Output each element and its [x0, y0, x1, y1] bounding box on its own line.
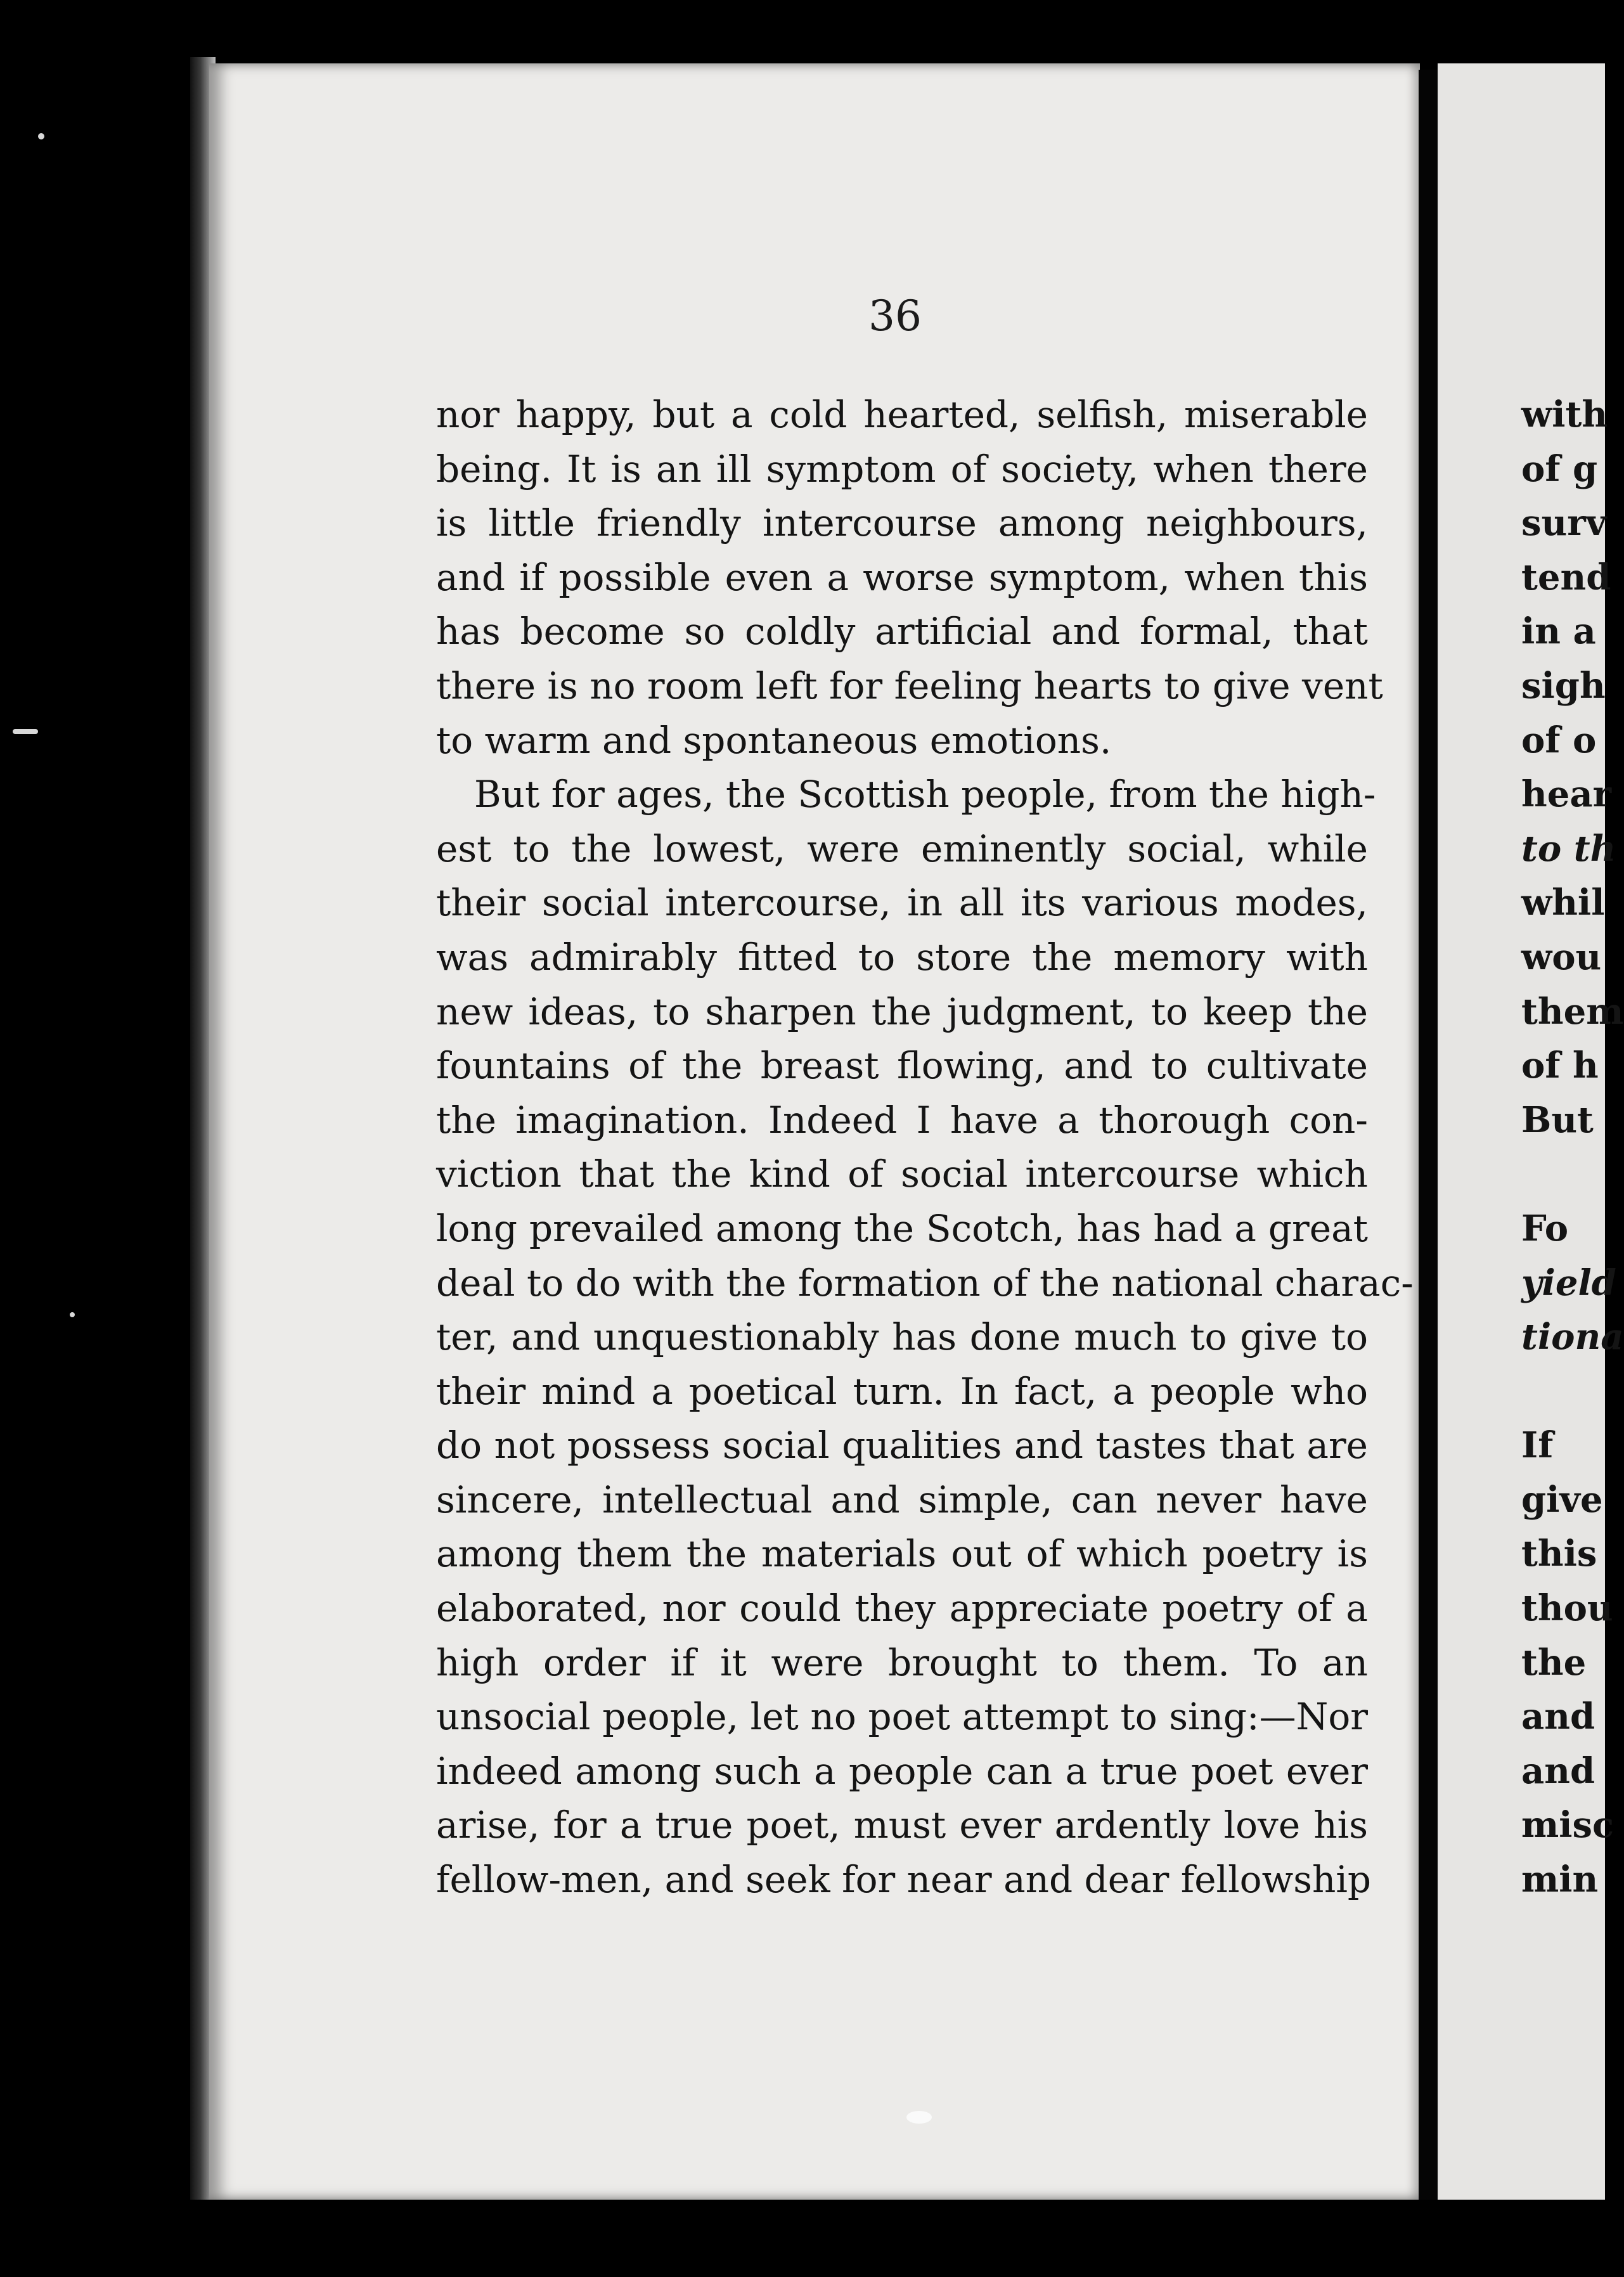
text-line: viction that the kind of social intercourse which: [436, 1152, 1368, 1196]
next-page-fragment: whil: [1521, 882, 1605, 924]
text-line: unsocial people, let no poet attempt to sing:—Nor: [436, 1695, 1368, 1739]
next-page-fragment: with: [1521, 394, 1608, 435]
text-line: deal to do with the formation of the national charac-: [436, 1261, 1414, 1305]
next-page-fragment: and: [1521, 1750, 1595, 1792]
text-line: indeed among such a people can a true poet ever: [436, 1749, 1368, 1793]
next-page-fragment: in a: [1521, 610, 1596, 653]
next-page-fragment: tend: [1521, 556, 1611, 598]
text-line: elaborated, nor could they appreciate poetry of a: [436, 1587, 1368, 1630]
next-page-fragment: tiona: [1521, 1316, 1624, 1358]
page-gutter: [1419, 70, 1438, 2200]
page-number: 36: [868, 292, 922, 340]
text-line: arise, for a true poet, must ever ardently love his: [436, 1803, 1368, 1847]
text-line: their social intercourse, in all its various modes,: [436, 881, 1368, 925]
text-line: fellow-men, and seek for near and dear fellowship: [436, 1858, 1372, 1902]
text-line: But for ages, the Scottish people, from the high-: [474, 773, 1376, 816]
text-line: do not possess social qualities and tastes that are: [436, 1424, 1368, 1467]
text-line: long prevailed among the Scotch, has had a great: [436, 1206, 1368, 1250]
next-page-fragment: of o: [1521, 719, 1597, 761]
scan-speck: [906, 2111, 932, 2124]
text-line: the imagination. Indeed I have a thorough con-: [436, 1098, 1368, 1142]
next-page-fragment: surv: [1521, 502, 1607, 545]
next-page-fragment: [1521, 1365, 1624, 1419]
text-line: among them the materials out of which poetry is: [436, 1532, 1368, 1576]
text-line: their mind a poetical turn. In fact, a people who: [436, 1369, 1368, 1413]
text-line: ter, and unquestionably has done much to give to: [436, 1315, 1368, 1359]
scan-speck: [38, 133, 44, 139]
next-page-fragment: thou: [1521, 1587, 1613, 1630]
next-page-fragment: and: [1521, 1696, 1595, 1738]
next-page-fragment: to th: [1521, 827, 1616, 870]
next-page-fragment: them: [1521, 990, 1624, 1033]
text-line: est to the lowest, were eminently social, while: [436, 827, 1368, 870]
next-page-text-fragments: [1521, 388, 1624, 1907]
next-page-fragment: this: [1521, 1533, 1597, 1575]
text-line: to warm and spontaneous emotions.: [436, 718, 1112, 762]
text-line: was admirably fitted to store the memory with: [436, 935, 1368, 979]
next-page-fragment: give: [1521, 1478, 1603, 1521]
next-page-fragment: of h: [1521, 1045, 1599, 1087]
next-page-fragment: If: [1521, 1424, 1554, 1467]
next-page-fragment: But: [1521, 1099, 1594, 1141]
scan-speck: [70, 1312, 75, 1317]
text-line: high order if it were brought to them. To an: [436, 1641, 1368, 1684]
scan-speck: [13, 729, 38, 734]
text-line: there is no room left for feeling hearts to give vent: [436, 664, 1383, 707]
text-line: has become so coldly artificial and formal, that: [436, 610, 1368, 654]
next-page-fragment: Fo: [1521, 1207, 1569, 1249]
next-page-fragment: of g: [1521, 448, 1598, 490]
text-line: new ideas, to sharpen the judgment, to keep the: [436, 990, 1368, 1033]
next-page-fragment: misc: [1521, 1804, 1614, 1847]
text-line: nor happy, but a cold hearted, selfish, miserable: [436, 393, 1368, 436]
page-body-text: [436, 388, 1414, 1907]
text-line: being. It is an ill symptom of society, when there: [436, 447, 1368, 491]
next-page-fragment: yield: [1521, 1261, 1616, 1304]
text-line: sincere, intellectual and simple, can never have: [436, 1478, 1368, 1521]
next-page-fragment: [1521, 1147, 1624, 1202]
text-line: is little friendly intercourse among neighbours,: [436, 501, 1368, 545]
next-page-fragment: the: [1521, 1641, 1587, 1684]
next-page-fragment: min: [1521, 1859, 1599, 1901]
text-line: fountains of the breast flowing, and to cultivate: [436, 1044, 1368, 1088]
next-page-fragment: wou: [1521, 936, 1602, 978]
next-page-fragment: hear: [1521, 773, 1612, 816]
text-line: and if possible even a worse symptom, when this: [436, 555, 1368, 599]
next-page-fragment: sigh: [1521, 664, 1606, 707]
